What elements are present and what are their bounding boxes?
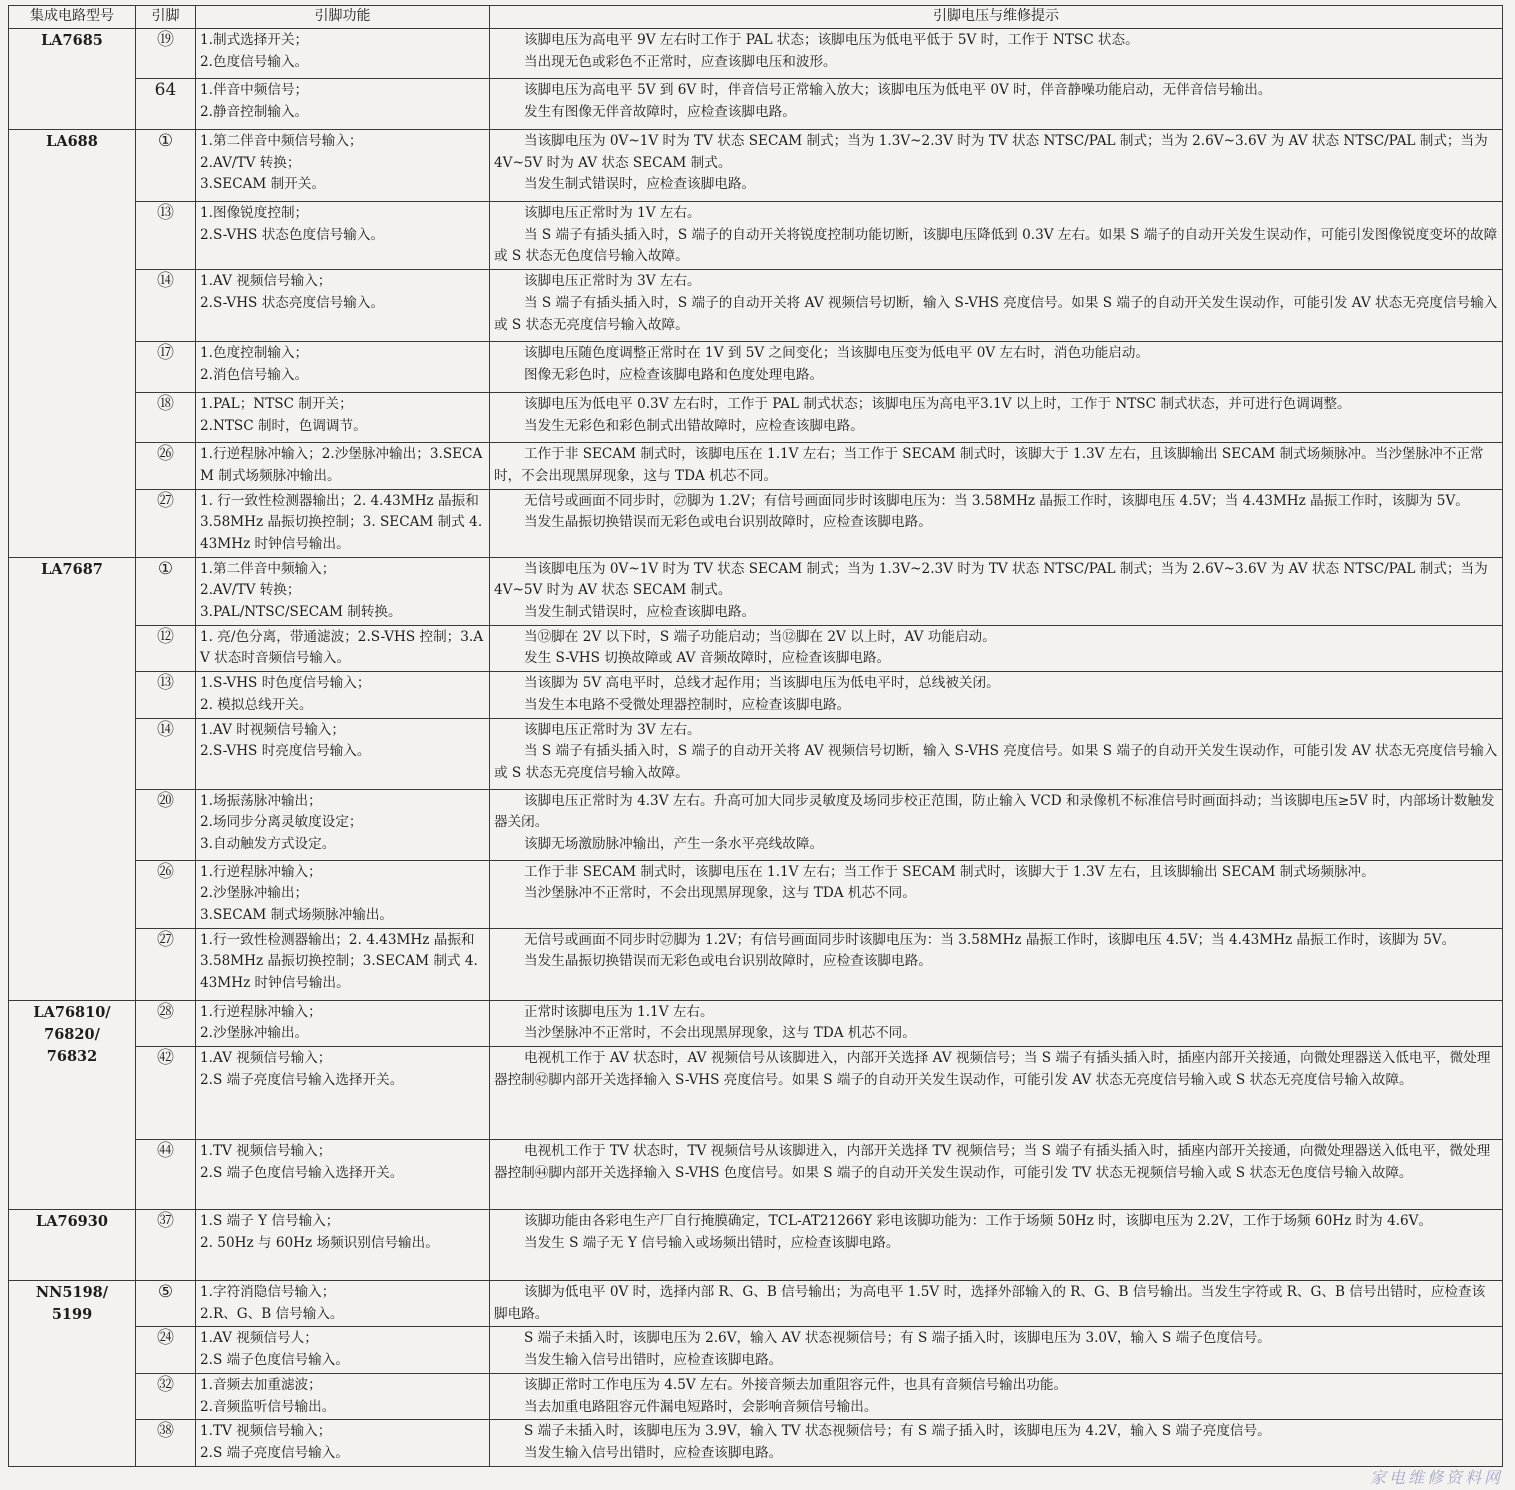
pin-number: ㊷ [136,1047,196,1140]
pin-function [196,393,490,443]
pin-function [196,1420,490,1466]
pin-number: ㉗ [136,928,196,1000]
header-pin: 引脚 [136,6,196,29]
function-line: 1.第二伴音中频信号输入； [200,133,363,149]
voltage-and-repair-tip [490,79,1503,130]
function-line: 1.AV 视频信号人； [200,1330,318,1347]
header-function: 引脚功能 [196,6,490,29]
ic-model-cell [9,130,136,558]
voltage-and-repair-tip [490,928,1503,1000]
function-line: 3.SECAM 制开关。 [200,176,326,193]
voltage-and-repair-tip [490,625,1503,671]
voltage-and-repair-tip [490,393,1503,443]
voltage-paragraph: 当该脚为 5V 高电平时，总线才起作用；当该脚电压为低电平时，总线被关闭。 [524,675,1000,692]
voltage-paragraph: 正常时该脚电压为 1.1V 左右。 [524,1003,714,1020]
ic-model-cell [9,1210,136,1281]
voltage-and-repair-tip [490,1281,1503,1327]
function-line: 2.消色信号输入。 [200,366,309,383]
pin-number: ⑫ [136,625,196,671]
voltage-paragraph: 当去加重电路阻容元件漏电短路时，会影响音频信号输出。 [524,1398,878,1415]
function-line: 1.字符消隐信号输入； [200,1284,336,1301]
function-line: 2.S-VHS 时亮度信号输入。 [200,743,371,760]
voltage-and-repair-tip [490,29,1503,79]
voltage-paragraph: 该脚电压为高电平 9V 左右时工作于 PAL 状态；该脚电压为低电平低于 5V 时，工作于 NTSC 状态。 [524,32,1139,48]
pin-function [196,928,490,1000]
voltage-paragraph: 当发生晶振切换错误而无彩色或电台识别故障时，应检查该脚电路。 [524,514,932,531]
voltage-paragraph: 当沙堡脉冲不正常时，不会出现黑屏现象，这与 TDA 机芯不同。 [524,885,916,902]
table-row [9,342,1503,393]
table-row [9,1373,1503,1419]
pin-function [196,672,490,718]
ic-model-name: 5199 [51,1306,93,1324]
function-line: 2.静音控制输入。 [200,103,309,120]
function-line: 1.制式选择开关； [200,32,309,48]
pin-number: ① [136,557,196,625]
ic-model-name: LA688 [46,133,98,150]
voltage-paragraph: 该脚电压正常时为 1V 左右。 [524,205,701,221]
table-row [9,393,1503,443]
ic-model-name: LA76930 [36,1213,108,1231]
function-line: 1.TV 视频信号输入； [200,1143,332,1160]
voltage-paragraph: 该脚电压正常时为 4.3V 左右。升高可加大同步灵敏度及场同步校正范围，防止输入 VCD 和录像机不标准信号时画面抖动；当该脚电压≥5V 时，内部场计数触发器关闭。 [494,792,1495,831]
pin-function [196,557,490,625]
table-body [9,29,1503,1467]
function-line: 2.S 端子亮度信号输入。 [200,1444,349,1461]
table-row [9,489,1503,557]
function-line: 2.色度信号输入。 [200,53,309,70]
header-model: 集成电路型号 [9,6,136,29]
function-line: 1.行一致性检测器输出；2. 4.43MHz 晶振和 3.58MHz 晶振切换控制；3.SECAM 制式 4.43MHz 时钟信号输出。 [200,931,478,992]
function-line: 1.AV 时视频信号输入； [200,721,345,738]
function-line: 2.沙堡脉冲输出。 [200,1025,309,1042]
function-line: 2.S 端子色度信号输入。 [200,1352,349,1369]
pin-number: ⑳ [136,789,196,860]
voltage-paragraph: 当沙堡脉冲不正常时，不会出现黑屏现象，这与 TDA 机芯不同。 [524,1025,916,1042]
table-row [9,270,1503,342]
voltage-paragraph: 工作于非 SECAM 制式时，该脚电压在 1.1V 左右；当工作于 SECAM 制式时，该脚大于 1.3V 左右，且该脚输出 SECAM 制式场频脉冲。 [524,863,1375,880]
pin-number: ① [136,130,196,202]
function-line: 2.沙堡脉冲输出； [200,885,309,902]
function-line: 2.S 端子亮度信号输入选择开关。 [200,1071,404,1088]
function-line: 1.AV 视频信号输入； [200,1050,332,1067]
voltage-paragraph: 当该脚电压为 0V~1V 时为 TV 状态 SECAM 制式；当为 1.3V~2.3V 时为 TV 状态 NTSC/PAL 制式；当为 2.6V~3.6V 为 AV 状态 NTSC/PAL 制式；当为 4V~5V 时为 AV 状态 SECAM 制式。 [494,133,1488,171]
voltage-paragraph: 该脚无场激励脉冲输出，产生一条水平亮线故障。 [524,835,824,852]
voltage-paragraph: 当 S 端子有插头插入时，S 端子的自动开关将 AV 视频信号切断，输入 S-VHS 亮度信号。如果 S 端子的自动开关发生误动作，可能引发 AV 状态无亮度信号输入或 S 状态无亮度信号输入故障。 [494,294,1498,333]
voltage-paragraph: 当发生晶振切换错误而无彩色或电台识别故障时，应检查该脚电路。 [524,953,932,970]
voltage-and-repair-tip [490,342,1503,393]
pin-function [196,860,490,928]
voltage-and-repair-tip [490,270,1503,342]
voltage-paragraph: 当发生制式错误时，应检查该脚电路。 [524,176,756,193]
pin-number: ㊳ [136,1420,196,1466]
voltage-and-repair-tip [490,718,1503,789]
pin-function [196,202,490,270]
table-row [9,443,1503,489]
voltage-paragraph: 当发生输入信号出错时，应检查该脚电路。 [524,1352,783,1369]
voltage-paragraph: 该脚电压为低电平 0.3V 左右时，工作于 PAL 制式状态；该脚电压为高电平3.1V 以上时，工作于 NTSC 制式状态，并可进行色调调整。 [524,396,1351,413]
ic-model-name: LA7685 [41,32,103,49]
pin-function [196,130,490,202]
voltage-paragraph: 当发生制式错误时，应检查该脚电路。 [524,604,756,621]
table-row [9,1000,1503,1046]
voltage-paragraph: 发生 S-VHS 切换故障或 AV 音频故障时，应检查该脚电路。 [524,650,891,667]
function-line: 2.AV/TV 转换； [200,154,301,171]
pin-number: ㉔ [136,1327,196,1373]
pin-number: ㉖ [136,860,196,928]
pin-number: ⑰ [136,342,196,393]
voltage-paragraph: 图像无彩色时，应检查该脚电路和色度处理电路。 [524,366,824,383]
function-line: 1.场振荡脉冲输出； [200,792,322,809]
voltage-paragraph: 电视机工作于 TV 状态时，TV 视频信号从该脚进入，内部开关选择 TV 视频信号；当 S 端子有插头插入时，插座内部开关接通，向微处理器送入低电平，微处理器控制㊹脚内部开关选择输入 S-VHS 色度信号。如果 S 端子的自动开关发生误动作，可能引发 TV 状态无视频信号输入或 S 状态无色度信号输入故障。 [494,1143,1491,1181]
voltage-paragraph: 发生有图像无伴音故障时，应检查该脚电路。 [524,103,796,120]
function-line: 2.S 端子色度信号输入选择开关。 [200,1164,404,1181]
ic-model-cell [9,29,136,130]
function-line: 1.行逆程脉冲输入； [200,863,322,880]
function-line: 3.自动触发方式设定。 [200,835,336,852]
voltage-paragraph: 该脚电压随色度调整正常时在 1V 到 5V 之间变化；当该脚电压变为低电平 0V 左右时，消色功能启动。 [524,345,1150,362]
function-line: 1.音频去加重滤波； [200,1376,322,1393]
function-line: 1.S 端子 Y 信号输入； [200,1213,340,1230]
voltage-and-repair-tip [490,1327,1503,1373]
ic-model-name: NN5198/ [35,1284,109,1302]
function-line: 1.伴音中频信号； [200,82,309,98]
pin-number: ㉖ [136,443,196,489]
voltage-and-repair-tip [490,489,1503,557]
function-line: 2. 50Hz 与 60Hz 场频识别信号输出。 [200,1234,439,1251]
pin-function [196,625,490,671]
table-row [9,928,1503,1000]
function-line: 1.图像锐度控制； [200,205,309,221]
voltage-paragraph: 该脚功能由各彩电生产厂自行掩膜确定，TCL-AT21266Y 彩电该脚功能为：工作于场频 50Hz 时，该脚电压为 2.2V，工作于场频 60Hz 时为 4.6V。 [524,1213,1433,1230]
pin-number: ⑤ [136,1281,196,1327]
ic-model-name: 76820/ [44,1025,100,1043]
voltage-and-repair-tip [490,1140,1503,1210]
voltage-paragraph: 该脚为低电平 0V 时，选择内部 R、G、B 信号输出；为高电平 1.5V 时，选择外部输入的 R、G、B 信号输出。当发生字符或 R、G、B 信号出错时，应检查该脚电路。 [494,1284,1486,1322]
voltage-and-repair-tip [490,789,1503,860]
pin-function [196,1047,490,1140]
pin-function [196,1373,490,1419]
voltage-paragraph: 当 S 端子有插头插入时，S 端子的自动开关将锐度控制功能切断，该脚电压降低到 0.3V 左右。如果 S 端子的自动开关发生误动作，可能引发图像锐度变坏的故障或 S 状态无色度信号输入故障。 [494,226,1498,265]
pin-function [196,270,490,342]
voltage-paragraph: 当发生本电路不受微处理器控制时，应检查该脚电路。 [524,696,851,713]
function-line: 2. 模拟总线开关。 [200,696,313,713]
voltage-and-repair-tip [490,1000,1503,1046]
table-row [9,1210,1503,1281]
voltage-paragraph: 当发生输入信号出错时，应检查该脚电路。 [524,1444,783,1461]
voltage-paragraph: 当该脚电压为 0V~1V 时为 TV 状态 SECAM 制式；当为 1.3V~2.3V 时为 TV 状态 NTSC/PAL 制式；当为 2.6V~3.6V 为 AV 状态 NTSC/PAL 制式；当为 4V~5V 时为 AV 状态 SECAM 制式。 [494,560,1488,599]
ic-model-name: 76832 [46,1047,98,1065]
function-line: 3.PAL/NTSC/SECAM 制转换。 [200,604,402,621]
pin-function [196,1281,490,1327]
pin-number: ㊲ [136,1210,196,1281]
table-row [9,860,1503,928]
table-row [9,789,1503,860]
voltage-and-repair-tip [490,860,1503,928]
voltage-and-repair-tip [490,1210,1503,1281]
voltage-paragraph: 当 S 端子有插头插入时，S 端子的自动开关将 AV 视频信号切断，输入 S-VHS 亮度信号。如果 S 端子的自动开关发生误动作，可能引发 AV 状态无亮度信号输入或 S 状态无亮度信号输入故障。 [494,743,1498,781]
voltage-and-repair-tip [490,202,1503,270]
table-row [9,79,1503,130]
voltage-and-repair-tip [490,443,1503,489]
voltage-and-repair-tip [490,1373,1503,1419]
ic-model-cell [9,1000,136,1209]
table-row [9,202,1503,270]
function-line: 1. 行一致性检测器输出；2. 4.43MHz 晶振和 3.58MHz 晶振切换控制；3. SECAM 制式 4.43MHz 时钟信号输出。 [200,492,483,552]
voltage-and-repair-tip [490,1047,1503,1140]
ic-model-name: LA7687 [41,560,103,578]
pin-function [196,79,490,130]
function-line: 1. 亮/色分离，带通滤波；2.S-VHS 控制；3.AV 状态时音频信号输入。 [200,628,484,667]
voltage-paragraph: 该脚电压正常时为 3V 左右。 [524,273,701,290]
table-row [9,130,1503,202]
voltage-paragraph: 无信号或画面不同步时，㉗脚为 1.2V；有信号画面同步时该脚电压为：当 3.58MHz 晶振工作时，该脚电压 4.5V；当 4.43MHz 晶振工作时，该脚为 5V。 [524,492,1469,509]
pin-number: ⑱ [136,393,196,443]
table-row [9,1327,1503,1373]
voltage-paragraph: S 端子未插入时，该脚电压为 3.9V，输入 TV 状态视频信号；有 S 端子插入时，该脚电压为 4.2V，输入 S 端子亮度信号。 [524,1423,1271,1440]
table-row [9,718,1503,789]
voltage-paragraph: 当发生无彩色和彩色制式出错故障时，应检查该脚电路。 [524,417,864,434]
function-line: 1.AV 视频信号输入； [200,273,332,290]
pin-number: ㉘ [136,1000,196,1046]
voltage-paragraph: 当出现无色或彩色不正常时，应查该脚电压和波形。 [524,53,837,70]
pin-number: ⑬ [136,202,196,270]
pin-number: ㉜ [136,1373,196,1419]
pin-number: ㉗ [136,489,196,557]
table-row [9,1047,1503,1140]
pin-function [196,342,490,393]
voltage-paragraph: 工作于非 SECAM 制式时，该脚电压在 1.1V 左右；当工作于 SECAM 制式时，该脚大于 1.3V 左右，且该脚输出 SECAM 制式场频脉冲。当沙堡脉冲不正常时，不会出现黑屏现象，这与 TDA 机芯不同。 [494,446,1484,484]
pin-function [196,29,490,79]
pin-number: ⑭ [136,718,196,789]
function-line: 2.AV/TV 转换； [200,582,301,599]
pin-number: ⑲ [136,29,196,79]
pin-function [196,718,490,789]
ic-model-cell [9,1281,136,1467]
pin-function [196,789,490,860]
voltage-and-repair-tip [490,1420,1503,1466]
ic-model-cell [9,557,136,1000]
function-line: 2.场同步分离灵敏度设定； [200,814,363,831]
pin-function [196,1327,490,1373]
header-voltage: 引脚电压与维修提示 [490,6,1503,29]
voltage-and-repair-tip [490,130,1503,202]
voltage-and-repair-tip [490,672,1503,718]
pin-function [196,1140,490,1210]
table-row [9,672,1503,718]
function-line: 1.行逆程脉冲输入； [200,1003,322,1020]
function-line: 1.S-VHS 时色度信号输入； [200,675,371,692]
pin-function [196,489,490,557]
pin-function [196,1000,490,1046]
voltage-paragraph: 当⑫脚在 2V 以下时，S 端子功能启动；当⑫脚在 2V 以上时，AV 功能启动。 [524,628,996,645]
table-header-row [9,6,1503,29]
ic-model-name: LA76810/ [33,1003,111,1021]
pin-number: ㊹ [136,1140,196,1210]
table-row [9,1281,1503,1327]
function-line: 1.行逆程脉冲输入；2.沙堡脉冲输出；3.SECAM 制式场频脉冲输出。 [200,446,483,484]
pin-function [196,443,490,489]
table-row [9,1420,1503,1466]
voltage-paragraph: 该脚正常时工作电压为 4.5V 左右。外接音频去加重阻容元件，也具有音频信号输出功能。 [524,1376,1068,1393]
watermark: 家电维修资料网 [1369,1468,1503,1487]
voltage-paragraph: 该脚电压正常时为 3V 左右。 [524,721,701,738]
function-line: 1.TV 视频信号输入； [200,1423,332,1440]
pin-number: ⑭ [136,270,196,342]
function-line: 2.S-VHS 状态色度信号输入。 [200,226,385,243]
voltage-paragraph: 无信号或画面不同步时㉗脚为 1.2V；有信号画面同步时该脚电压为：当 3.58MHz 晶振工作时，该脚电压 4.5V；当 4.43MHz 晶振工作时，该脚为 5V。 [524,931,1456,948]
table-row [9,1140,1503,1210]
function-line: 2.S-VHS 状态亮度信号输入。 [200,294,385,311]
pin-function-table [8,5,1503,1467]
table-row [9,625,1503,671]
voltage-and-repair-tip [490,557,1503,625]
voltage-paragraph: 当发生 S 端子无 Y 信号输入或场频出错时，应检查该脚电路。 [524,1234,900,1251]
table-row [9,29,1503,79]
pin-number: 64 [136,79,196,130]
pin-function [196,1210,490,1281]
function-line: 2.NTSC 制时，色调调节。 [200,417,367,434]
voltage-paragraph: S 端子未插入时，该脚电压为 2.6V，输入 AV 状态视频信号；有 S 端子插入时，该脚电压为 3.0V，输入 S 端子色度信号。 [524,1330,1271,1347]
function-line: 1.色度控制输入； [200,345,309,362]
function-line: 2.R、G、B 信号输入。 [200,1305,344,1322]
voltage-paragraph: 该脚电压为高电平 5V 到 6V 时，伴音信号正常输入放大；该脚电压为低电平 0V 时，伴音静噪功能启动，无伴音信号输出。 [524,82,1272,98]
function-line: 3.SECAM 制式场频脉冲输出。 [200,906,394,923]
table-row [9,557,1503,625]
function-line: 1.PAL；NTSC 制开关； [200,396,353,413]
pin-number: ⑬ [136,672,196,718]
function-line: 2.音频监听信号输出。 [200,1398,336,1415]
function-line: 1.第二伴音中频输入； [200,560,336,577]
voltage-paragraph: 电视机工作于 AV 状态时，AV 视频信号从该脚进入，内部开关选择 AV 视频信号；当 S 端子有插头插入时，插座内部开关接通，向微处理器送入低电平，微处理器控制㊷脚内部开关选择输入 S-VHS 亮度信号。如果 S 端子的自动开关发生误动作，可能引发 AV 状态无亮度信号输入或 S 状态无亮度信号输入故障。 [494,1050,1491,1088]
